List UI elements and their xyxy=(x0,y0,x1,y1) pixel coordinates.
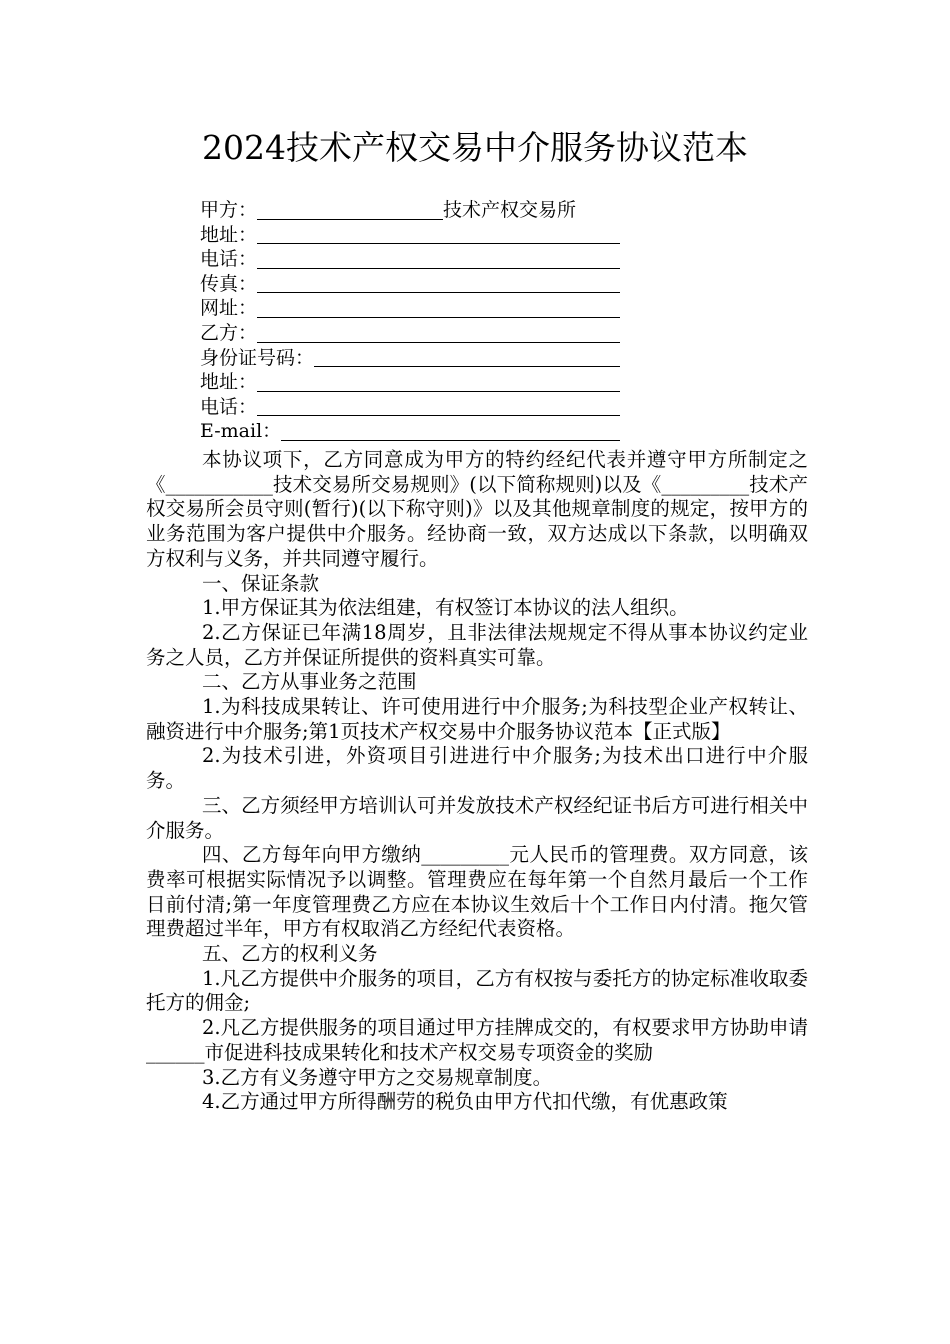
email-b-blank xyxy=(281,420,620,441)
clause-5-3: 3.乙方有义务遵守甲方之交易规章制度。 xyxy=(202,1065,553,1089)
section-heading-guarantee: 一、保证条款 xyxy=(202,571,320,595)
intro-paragraph: 本协议项下，乙方同意成为甲方的特约经纪代表并遵守甲方所制定之《___________技术交易所交易规则》(以下简称规则)以及《_________技术产权交易所会员守则(暂行)(以下称守则)》以及其他规章制度的规定，按甲方的业务范围为客户提供中介服务。经协商一致，双方达成以下条款，以明确双方权利与义务，并共同遵守履行。 xyxy=(146,448,808,570)
agreement-body xyxy=(146,448,808,1115)
address-b-row xyxy=(200,370,620,395)
party-a-blank xyxy=(257,199,443,220)
id-b-label: 身份证号码： xyxy=(200,346,315,369)
section-3-training: 三、乙方须经甲方培训认可并发放技术产权经纪证书后方可进行相关中介服务。 xyxy=(146,793,808,842)
party-a-label: 甲方： xyxy=(200,199,258,221)
clause-1-2: 2.乙方保证已年满18周岁，且非法律法规规定不得从事本协议约定业务之人员，乙方并保证所提供的资料真实可靠。 xyxy=(146,620,808,669)
website-a-blank xyxy=(257,297,620,318)
address-b-blank xyxy=(257,371,620,392)
clause-5-2: 2.凡乙方提供服务的项目通过甲方挂牌成交的，有权要求甲方协助申请______市促进科技成果转化和技术产权交易专项资金的奖励 xyxy=(146,1016,808,1064)
clause-2-2: 2.为技术引进，外资项目引进进行中介服务;为技术出口进行中介服务。 xyxy=(146,744,808,793)
party-b-blank xyxy=(257,322,620,343)
phone-a-row xyxy=(200,247,620,272)
phone-a-blank xyxy=(257,248,620,269)
section-heading-scope: 二、乙方从事业务之范围 xyxy=(202,670,417,694)
fax-a-blank xyxy=(257,272,620,293)
phone-a-label: 电话： xyxy=(200,248,258,271)
phone-b-label: 电话： xyxy=(200,395,258,418)
section-heading-rights: 五、乙方的权利义务 xyxy=(202,942,378,966)
fax-a-row xyxy=(200,272,620,297)
address-a-label: 地址： xyxy=(200,223,258,246)
id-b-row xyxy=(200,346,620,371)
section-4-fee: 四、乙方每年向甲方缴纳_________元人民币的管理费。双方同意，该费率可根据实际情况予以调整。管理费应在每年第一个自然月最后一个工作日前付清;第一年度管理费乙方应在本协议生效后十个工作日内付清。拖欠管理费超过半年，甲方有权取消乙方经纪代表资格。 xyxy=(146,843,808,941)
address-a-blank xyxy=(257,223,620,244)
phone-b-blank xyxy=(257,395,620,416)
website-a-label: 网址： xyxy=(200,297,258,320)
party-b-label: 乙方： xyxy=(200,321,258,344)
phone-b-row xyxy=(200,395,620,420)
address-b-label: 地址： xyxy=(200,371,258,394)
clause-1-1: 1.甲方保证其为依法组建，有权签订本协议的法人组织。 xyxy=(202,596,689,620)
document-title: 2024技术产权交易中介服务协议范本 xyxy=(202,128,748,167)
party-a-suffix: 技术产权交易所 xyxy=(443,199,577,221)
address-a-row xyxy=(200,223,620,248)
party-b-row xyxy=(200,321,620,346)
id-b-blank xyxy=(314,346,620,367)
clause-5-1: 1.凡乙方提供中介服务的项目，乙方有权按与委托方的协定标准收取委托方的佣金; xyxy=(146,966,808,1015)
party-a-row xyxy=(200,198,620,223)
fax-a-label: 传真： xyxy=(200,272,258,295)
website-a-row xyxy=(200,296,620,321)
party-info-block xyxy=(200,198,620,444)
email-b-label: E-mail： xyxy=(200,420,282,443)
clause-5-4: 4.乙方通过甲方所得酬劳的税负由甲方代扣代缴，有优惠政策 xyxy=(202,1090,728,1114)
clause-2-1: 1.为科技成果转让、许可使用进行中介服务;为科技型企业产权转让、融资进行中介服务;第1页技术产权交易中介服务协议范本【正式版】 xyxy=(146,695,808,743)
email-b-row xyxy=(200,419,620,444)
